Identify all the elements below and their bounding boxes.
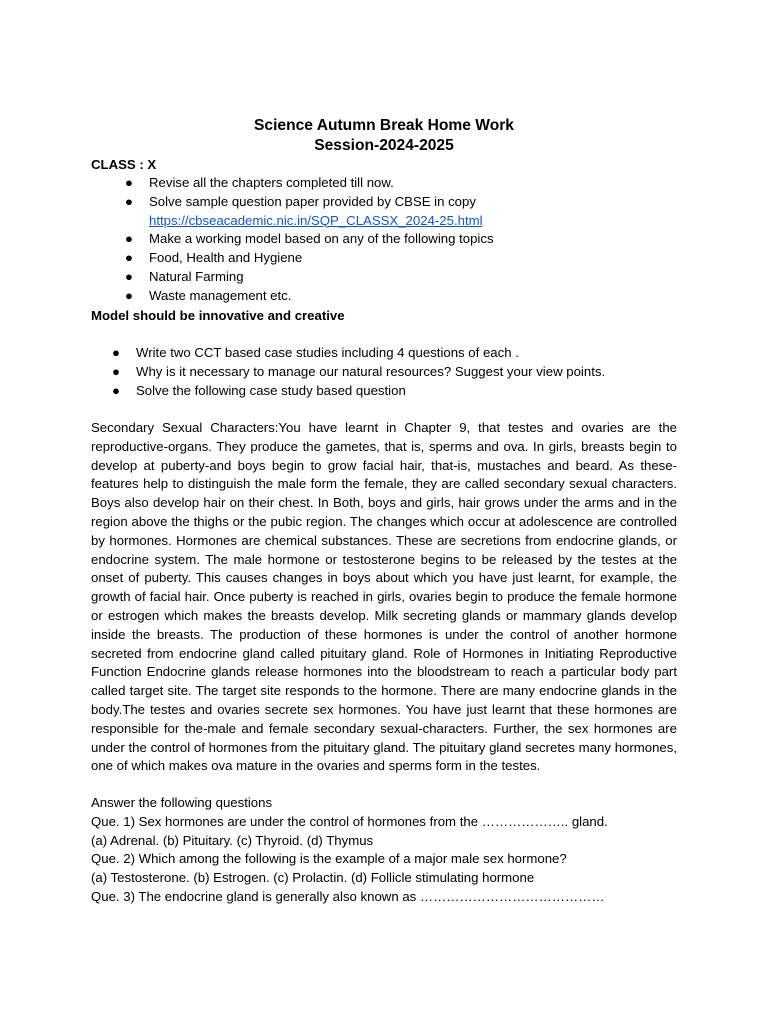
list-item: ● Food, Health and Hygiene bbox=[91, 249, 494, 268]
question-2: Que. 2) Which among the following is the example of a major male sex hormone? bbox=[91, 851, 567, 867]
sqp-link-line bbox=[91, 212, 494, 231]
model-note: Model should be innovative and creative bbox=[91, 308, 345, 323]
class-label: CLASS : X bbox=[91, 157, 157, 172]
bullet-icon: ● bbox=[125, 268, 133, 284]
sqp-link[interactable]: https://cbseacademic.nic.in/SQP_CLASSX_2024-25.html bbox=[149, 212, 483, 228]
list-item: ● Natural Farming bbox=[91, 268, 494, 287]
list-item: ● Solve sample question paper provided by CBSE in copy bbox=[91, 193, 494, 212]
question-1-options: (a) Adrenal. (b) Pituitary. (c) Thyroid. (d) Thymus bbox=[91, 832, 374, 848]
list-item: ● Write two CCT based case studies including 4 questions of each . bbox=[91, 344, 605, 363]
bullet-icon: ● bbox=[125, 175, 133, 190]
task-list bbox=[91, 174, 494, 306]
bullet-icon: ● bbox=[112, 345, 120, 360]
list-item: ● Waste management etc. bbox=[91, 287, 494, 306]
bullet-icon: ● bbox=[125, 231, 133, 247]
document-title bbox=[0, 116, 768, 156]
question-2-options: (a) Testosterone. (b) Estrogen. (c) Prolactin. (d) Follicle stimulating hormone bbox=[91, 870, 535, 886]
bullet-icon: ● bbox=[125, 287, 133, 303]
case-study-passage: Secondary Sexual Characters:You have learnt in Chapter 9, that testes and ovaries are the reproductive-organs. They produce the gametes, that is, sperms and ova. In girls, breasts begin to develop at puberty-and boys begin to grow facial hair, that-is, mustaches and beard. As these-features help to distinguish the male form the female, they are called secondary sexual characters. Boys also develop hair on their chest. In Both, boys and girls, hair grows under the arms and in the region above the thighs or the pubic region. The changes which occur at adolescence are controlled by hormones. Hormones are chemical substances. These are secretions from endocrine glands, or endocrine system. The male hormone or testosterone begins to be released by the testes at the onset of puberty. This causes changes in boys about which you have just learnt, for example, the growth of facial hair. Once puberty is reached in girls, ovaries begin to produce the female hormone or estrogen which makes the breasts develop. Milk secreting glands or mammary glands develop inside the breasts. The production of these hormones is under the control of another hormone secreted from endocrine gland called pituitary gland. Role of Hormones in Initiating Reproductive Function Endocrine glands release hormones into the bloodstream to reach a particular body part called target site. The target site responds to the hormone. There are many endocrine glands in the body.The testes and ovaries secrete sex hormones. You have just learnt that these hormones are responsible for the-male and female secondary sexual-characters. Further, the sex hormones are under the control of hormones from the pituitary gland. The pituitary gland secretes many hormones, one of which makes ova mature in the ovaries and sperms form in the testes. bbox=[91, 420, 677, 774]
title-line-2: Session-2024-2025 bbox=[314, 137, 454, 154]
title-line-1: Science Autumn Break Home Work bbox=[254, 117, 514, 134]
list-item: ● Revise all the chapters completed till now. bbox=[91, 174, 494, 193]
list-item: ● Make a working model based on any of the following topics bbox=[91, 230, 494, 249]
question-3: Que. 3) The endocrine gland is generally also known as …………………………………… bbox=[91, 888, 605, 904]
answer-prompt: Answer the following questions bbox=[91, 795, 273, 810]
questions-section bbox=[91, 794, 691, 907]
bullet-icon: ● bbox=[112, 382, 120, 398]
bullet-icon: ● bbox=[125, 250, 133, 266]
task-list-2 bbox=[91, 344, 605, 400]
list-item: ● Why is it necessary to manage our natural resources? Suggest your view points. bbox=[91, 363, 605, 382]
bullet-icon: ● bbox=[125, 193, 133, 209]
bullet-icon: ● bbox=[112, 363, 120, 379]
question-1: Que. 1) Sex hormones are under the control of hormones from the ……………….. gland. bbox=[91, 813, 608, 829]
list-item: ● Solve the following case study based question bbox=[91, 382, 605, 401]
